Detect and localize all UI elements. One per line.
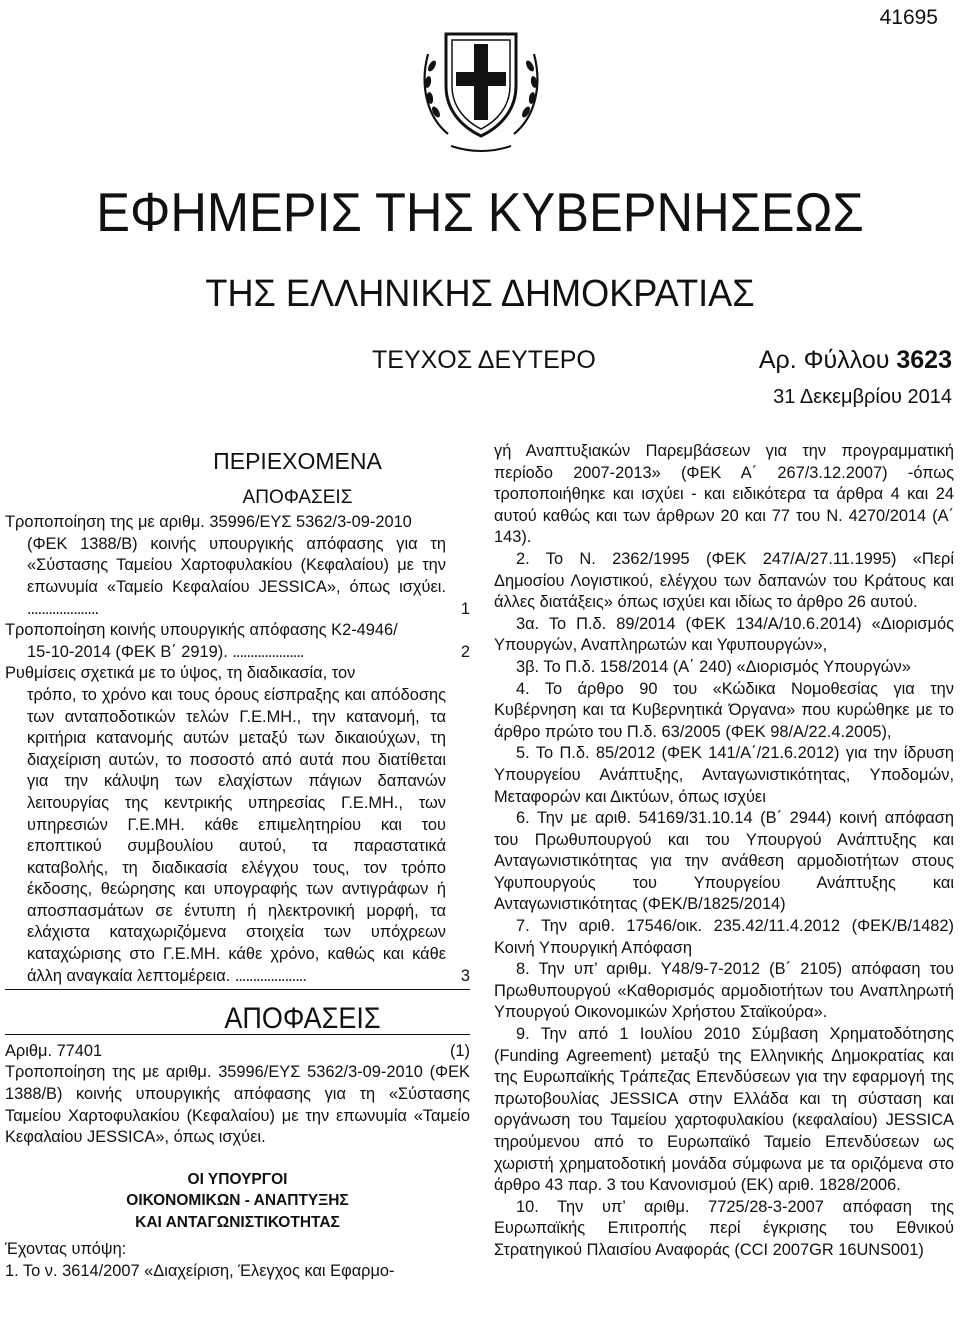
considering-label: Έχοντας υπόψη: xyxy=(5,1240,127,1259)
contents-heading: ΠΕΡΙΕΧΟΜΕΝΑ xyxy=(213,448,382,474)
sheet-number-value: 3623 xyxy=(896,346,952,374)
toc-leader-dots: .................... xyxy=(232,642,304,661)
toc-entry-text: 15-10-2014 (ΦΕΚ Β΄ 2919). xyxy=(27,642,228,661)
toc-entry-text: τρόπο, το χρόνο και τους όρους είσπραξης και απόδοσης των ανταποδοτικών τελών Γ.Ε.ΜΗ., την κατανομή, τα κριτήρια κατανομής αυτών μεταξύ των δικαιούχων, τη διαχείριση αυτών, το ποσοστό από αυτά που διατίθεται για την κάλυψη των ελαχίστων πάγιων δαπανών λειτουργίας της κεντρικής υπηρεσίας Γ.Ε.ΜΗ., των υπηρεσιών Γ.Ε.ΜΗ. κάθε επιμελητηρίου και του εποπτικού συμβουλίου αυτού, τα παραστατικά καταβολής, τη διαδικασία ελέγχου τους, τον τρόπο έκδοσης, θεώρησης και υπογραφής των αντιγράφων ή αποσπασμάτων σε έντυπη ή ηλεκτρονική μορφή, τα ελάχιστα καταχωριζόμενα στοιχεία των υπόχρεων καταχώρισης στο Γ.Ε.ΜΗ. κάθε χρόνο, καθώς και κάθε άλλη αναγκαία λεπτομέρεια. xyxy=(27,685,446,985)
sheet-number xyxy=(759,346,952,375)
considering-item-1: 1. Το ν. 3614/2007 «Διαχείριση, Έλεγχος και Εφαρμο- xyxy=(5,1261,395,1280)
toc-page-number: 3 xyxy=(460,966,470,985)
paragraph: 2. Το Ν. 2362/1995 (ΦΕΚ 247/Α/27.11.1995) «Περί Δημοσίου Λογιστικού, ελέγχου των δαπανών του Κράτους και άλλες διατάξεις» όπως ισχύει και ιδίως το άρθρο 26 αυτού. xyxy=(494,549,954,612)
paragraph: 4. Το άρθρο 90 του «Κώδικα Νομοθεσίας για την Κυβέρνηση και τα Κυβερνητικά Όργανα» που κυρώθηκε με το άρθρο πρώτο του Π.δ. 63/2005 (ΦΕΚ 98/Α/22.4.2005), xyxy=(494,679,954,741)
left-column xyxy=(5,447,470,1283)
decision-title: Τροποποίηση της με αριθμ. 35996/ΕΥΣ 5362/3-09-2010 (ΦΕΚ 1388/Β) κοινής υπουργικής απόφασης για τη «Σύστασης Ταμείου Χαρτοφυλακίου (Κεφαλαίου) με την επωνυμία «Ταμείο Κεφαλαίου JESSICA», όπως ισχύει. xyxy=(5,1063,470,1147)
gazette-title: ΕΦΗΜΕΡΙΣ ΤΗΣ ΚΥΒΕΡΝΗΣΕΩΣ xyxy=(96,181,864,243)
paragraph: 5. Το Π.δ. 85/2012 (ΦΕΚ 141/Α΄/21.6.2012) για την ίδρυση Υπουργείου Ανάπτυξης, Ανταγωνιστικότητας, Υποδομών, Μεταφορών και Δικτύων, όπως ισχύει xyxy=(494,744,954,806)
decisions-heading: ΑΠΟΦΑΣΕΙΣ xyxy=(224,1002,381,1036)
toc-entry-text: (ΦΕΚ 1388/Β) κοινής υπουργικής απόφασης για τη «Σύστασης Ταμείου Χαρτοφυλακίου (Κεφαλαίου) με την επωνυμία «Ταμείο Κεφαλαίου JESSICA», όπως ισχύει. xyxy=(27,534,446,596)
paragraph: 10. Την υπ’ αριθμ. 7725/28-3-2007 απόφαση της Ευρωπαϊκής Επιτροπής περί έγκρισης του Εθνικού Στρατηγικού Πλαισίου Αναφοράς (CCI 2007GR 16UNS001) xyxy=(494,1197,954,1259)
contents-subheading: ΑΠΟΦΑΣΕΙΣ xyxy=(242,486,353,508)
paragraph: 6. Την με αριθ. 54169/31.10.14 (Β΄ 2944) κοινή απόφαση του Πρωθυπουργού και του Υπουργού Ανάπτυξης και Ανταγωνιστικότητας για την ανάθεση αρμοδιοτήτων στους Υφυπουργούς του Υπουργείου Ανάπτυξης και Ανταγωνιστικότητας (ΦΕΚ/Β/1825/2014) xyxy=(494,809,954,914)
decision-ref: (1) xyxy=(449,1041,470,1060)
sheet-label: Αρ. Φύλλου xyxy=(758,346,890,374)
right-column xyxy=(494,441,954,1262)
ministers-heading-1: ΟΙ ΥΠΟΥΡΓΟΙ xyxy=(187,1170,288,1188)
paragraph: 9. Την από 1 Ιουλίου 2010 Σύμβαση Χρηματοδότησης (Funding Agreement) μεταξύ της Ελληνικής Δημοκρατίας και της Ευρωπαϊκής Τράπεζας Επενδύσεων για την εφαρμογή της πρωτοβουλίας JESSICA στην Ελλάδα και τη σύσταση και οργάνωση του Ταμείου χαρτοφυλακίου (κεφαλαίου) JESSICA τηρούμενου από το Ευρωπαϊκό Ταμείο Επενδύσεων ως χωριστή χρηματοδοτική μονάδα σύμφωνα με τα οριζόμενα στο άρθρο 43 παρ. 3 του Κανονισμού (ΕΚ) αριθ. 1828/2006. xyxy=(494,1025,954,1195)
toc-entry-first-line: Τροποποίηση της με αριθμ. 35996/ΕΥΣ 5362/3-09-2010 xyxy=(5,513,412,532)
paragraph: 7. Την αριθ. 17546/οικ. 235.42/11.4.2012 (ΦΕΚ/Β/1482) Κοινή Υπουργική Απόφαση xyxy=(494,917,954,957)
paragraph: 3α. Το Π.δ. 89/2014 (ΦΕΚ 134/Α/10.6.2014) «Διορισμός Υπουργών, Αναπληρωτών και Υφυπουργών», xyxy=(494,614,954,655)
greek-coat-of-arms-emblem xyxy=(406,4,556,154)
toc-page-number: 1 xyxy=(460,599,470,618)
toc-page-number: 2 xyxy=(460,642,470,661)
divider xyxy=(5,989,470,990)
issue-date: 31 Δεκεμβρίου 2014 xyxy=(773,386,952,408)
decision-number-row xyxy=(5,1041,470,1063)
gazette-subtitle: ΤΗΣ ΕΛΛΗΝΙΚΗΣ ΔΗΜΟΚΡΑΤΙΑΣ xyxy=(205,273,755,315)
page-number: 41695 xyxy=(879,6,938,29)
toc-leader-dots: .................... xyxy=(27,599,99,618)
ministers-heading-3: ΚΑΙ ΑΝΤΑΓΩΝΙΣΤΙΚΟΤΗΤΑΣ xyxy=(135,1213,340,1231)
paragraph: γή Αναπτυξιακών Παρεμβάσεων για την προγραμματική περίοδο 2007-2013» (ΦΕΚ Α΄ 267/3.12.2007) -όπως τροποποιήθηκε και ισχύει - και ειδικότερα τα άρθρα 4 και 24 αυτού καθώς και των άρθρων 20 και 77 του Ν. 4270/2014 (Α΄ 143). xyxy=(494,442,954,547)
paragraph: 8. Την υπ’ αριθμ. Υ48/9-7-2012 (Β΄ 2105) απόφαση του Πρωθυπουργού «Καθορισμός αρμοδιοτήτων του Αναπληρωτή Υπουργού Οικονομικών Χρήστου Σταϊκούρα». xyxy=(494,960,954,1022)
toc-leader-dots: .................... xyxy=(234,966,306,985)
paragraph: 3β. Το Π.δ. 158/2014 (Α΄ 240) «Διορισμός Υπουργών» xyxy=(516,657,911,676)
issue-label: ΤΕΥΧΟΣ ΔΕΥΤΕΡΟ xyxy=(372,346,596,374)
toc-entry-first-line: Τροποποίηση κοινής υπουργικής απόφασης Κ2-4946/ xyxy=(5,621,398,640)
ministers-heading-2: ΟΙΚΟΝΟΜΙΚΩΝ - ΑΝΑΠΤΥΞΗΣ xyxy=(126,1192,349,1210)
toc-entry-first-line: Ρυθμίσεις σχετικά με το ύψος, τη διαδικασία, τον xyxy=(5,664,356,683)
decision-number: Αριθμ. 77401 xyxy=(5,1041,103,1060)
toc-entry[interactable] xyxy=(5,620,470,663)
toc-entry[interactable] xyxy=(5,663,470,987)
toc-entry[interactable] xyxy=(5,512,470,620)
